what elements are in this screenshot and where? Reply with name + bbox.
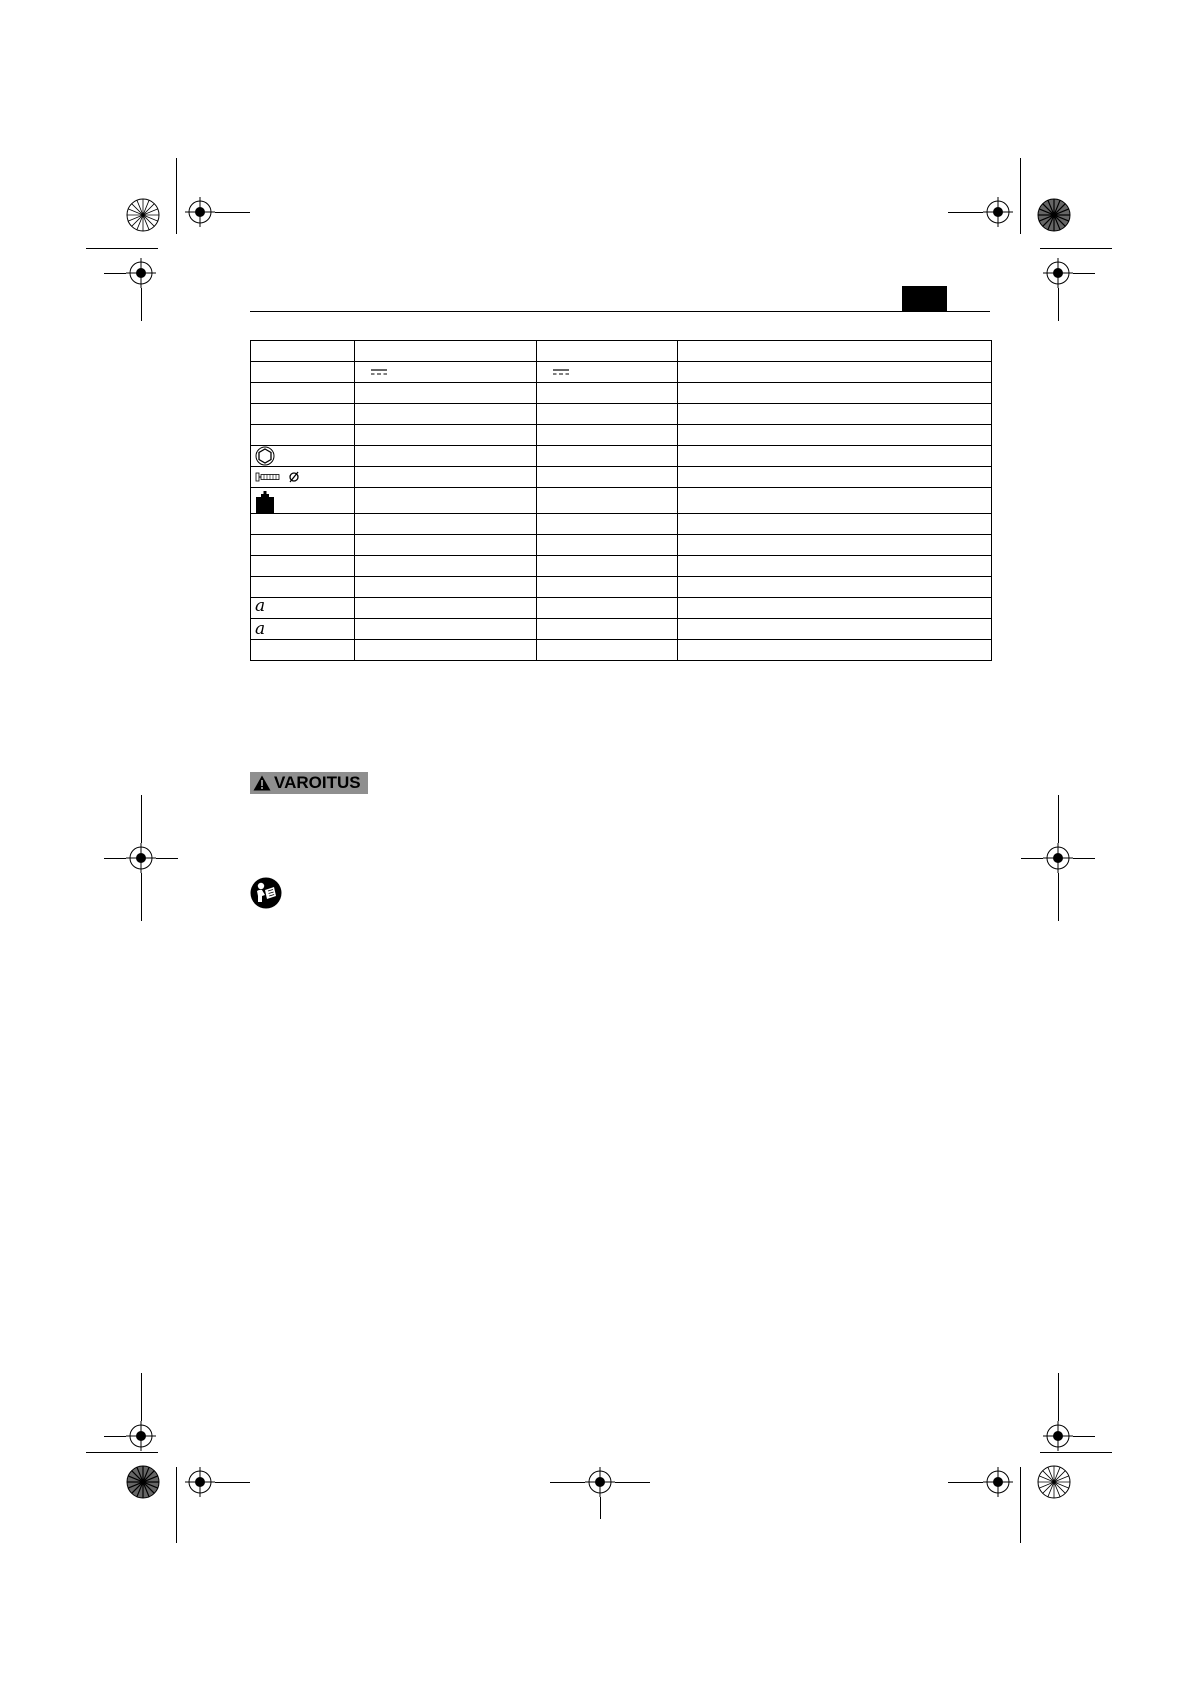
registration-mark [1043, 258, 1073, 288]
crop-mark [1040, 248, 1112, 249]
color-registration-star-top-right [1036, 197, 1072, 233]
crop-mark [600, 1497, 601, 1519]
language-tab [902, 286, 947, 311]
crop-mark [948, 212, 983, 213]
crop-mark [1073, 858, 1095, 859]
crop-mark [1021, 858, 1043, 859]
crop-mark [948, 1482, 983, 1483]
table-row [251, 467, 992, 488]
crop-mark [104, 273, 126, 274]
registration-mark [1043, 843, 1073, 873]
crop-mark [104, 858, 126, 859]
crop-mark [1020, 1467, 1021, 1543]
technical-data-table [250, 340, 992, 661]
table-row [251, 362, 992, 383]
registration-mark [126, 258, 156, 288]
table-row [251, 446, 992, 467]
direct-current-symbol-icon [371, 369, 387, 375]
crop-mark [215, 212, 250, 213]
direct-current-symbol-icon [553, 369, 569, 375]
crop-mark [141, 873, 142, 921]
weight-icon [255, 491, 275, 513]
table-row [251, 598, 992, 619]
warning-text: VAROITUS [274, 773, 361, 792]
crop-mark [1058, 873, 1059, 921]
table-row [251, 556, 992, 577]
table-row [251, 404, 992, 425]
crop-mark [550, 1482, 585, 1483]
table-row [251, 535, 992, 556]
crop-mark [86, 248, 158, 249]
color-registration-star-bottom-left [125, 1464, 161, 1500]
crop-mark [1073, 273, 1095, 274]
registration-mark [185, 197, 215, 227]
crop-mark [1073, 1436, 1095, 1437]
crop-mark [141, 288, 142, 321]
registration-mark [126, 1421, 156, 1451]
crop-mark [86, 1452, 158, 1453]
crop-mark [141, 795, 142, 843]
table-row [251, 514, 992, 535]
crop-mark [615, 1482, 650, 1483]
warning-triangle-icon [253, 775, 271, 791]
crop-mark [215, 1482, 250, 1483]
crop-mark [1040, 1452, 1112, 1453]
registration-mark [585, 1467, 615, 1497]
acceleration-symbol: a [255, 596, 266, 616]
crop-mark [156, 858, 178, 859]
warning-label [250, 772, 368, 794]
crop-mark [1058, 795, 1059, 843]
registration-mark [126, 843, 156, 873]
header-rule [250, 311, 990, 312]
table-row [251, 425, 992, 446]
screw-diameter-icon [255, 471, 301, 483]
crop-mark [141, 1373, 142, 1421]
registration-mark [185, 1467, 215, 1497]
registration-mark [983, 1467, 1013, 1497]
registration-mark [983, 197, 1013, 227]
table-row [251, 619, 992, 640]
table-row [251, 383, 992, 404]
table-row [251, 488, 992, 514]
color-registration-star-top-left [125, 197, 161, 233]
table-row [251, 341, 992, 362]
color-registration-star-bottom-right [1036, 1464, 1072, 1500]
table-row [251, 640, 992, 661]
crop-mark [104, 1436, 126, 1437]
crop-mark [1058, 1373, 1059, 1421]
registration-mark [1043, 1421, 1073, 1451]
table-row [251, 577, 992, 598]
read-manual-icon [250, 877, 282, 909]
crop-mark [176, 158, 177, 234]
crop-mark [1020, 158, 1021, 234]
crop-mark [176, 1467, 177, 1543]
hexagon-icon [255, 446, 275, 466]
crop-mark [1058, 288, 1059, 321]
acceleration-symbol: a [255, 618, 266, 639]
